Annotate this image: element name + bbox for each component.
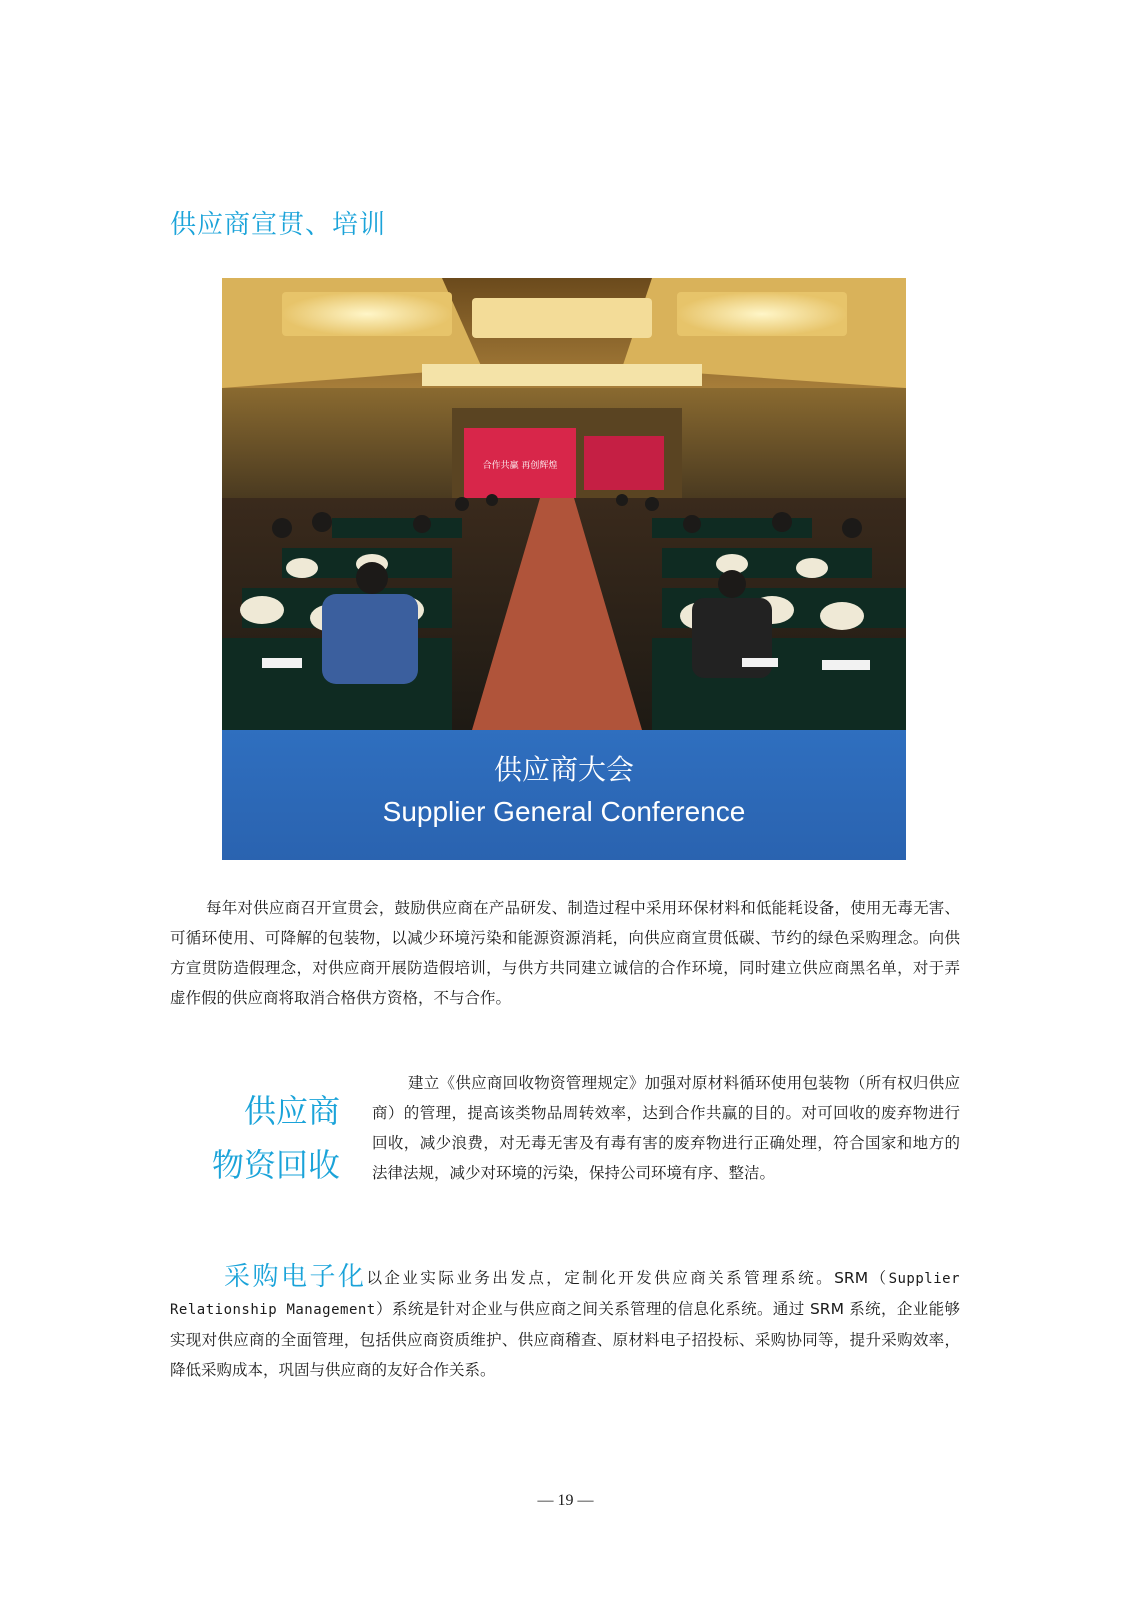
section-heading: 供应商宣贯、培训 bbox=[170, 210, 387, 240]
eprocurement-text-a: 以企业实际业务出发点，定制化开发供应商关系管理系统。SRM（ bbox=[366, 1269, 889, 1287]
eprocurement-text-b: ）系统是针对企业与供应商之间关系管理的信息化系统。通过 SRM 系统，企业能够实现对供应商的全面管理，包括供应商资质维护、供应商稽查、原材料电子招投标、采购协同等，提升采购效率，降低采购成本，巩固与供应商的友好合作关系。 bbox=[170, 1300, 960, 1379]
stage-screen-text: 合作共赢 再创辉煌 bbox=[482, 461, 558, 471]
caption-english: Supplier General Conference bbox=[382, 796, 746, 827]
recycling-title-line1: 供应商 bbox=[243, 1092, 340, 1130]
conference-photo bbox=[222, 278, 906, 860]
page-number: — 19 — bbox=[537, 1492, 594, 1509]
recycling-paragraph: 建立《供应商回收物资管理规定》加强对原材料循环使用包装物（所有权归供应商）的管理，提高该类物品周转效率，达到合作共赢的目的。对可回收的废弃物进行回收，减少浪费，对无毒无害及有毒有害的废弃物进行正确处理，符合国家和地方的法律法规，减少对环境的污染，保持公司环境有序、整洁。 bbox=[372, 1074, 960, 1182]
srm-full-name: Supplier Relationship Management bbox=[170, 1271, 960, 1318]
photo-caption-band bbox=[222, 730, 906, 860]
eprocurement-heading: 采购电子化 bbox=[224, 1262, 367, 1292]
recycling-title-line2: 物资回收 bbox=[211, 1146, 340, 1184]
training-paragraph: 每年对供应商召开宣贯会，鼓励供应商在产品研发、制造过程中采用环保材料和低能耗设备，使用无毒无害、可循环使用、可降解的包装物，以减少环境污染和能源资源消耗，向供应商宣贯低碳、节约的绿色采购理念。向供方宣贯防造假理念，对供应商开展防造假培训，与供方共同建立诚信的合作环境，同时建立供应商黑名单，对于弄虚作假的供应商将取消合格供方资格，不与合作。 bbox=[170, 899, 960, 1007]
eprocurement-paragraph bbox=[170, 1262, 960, 1385]
caption-chinese: 供应商大会 bbox=[493, 753, 634, 786]
conference-hall-illustration bbox=[222, 278, 906, 730]
